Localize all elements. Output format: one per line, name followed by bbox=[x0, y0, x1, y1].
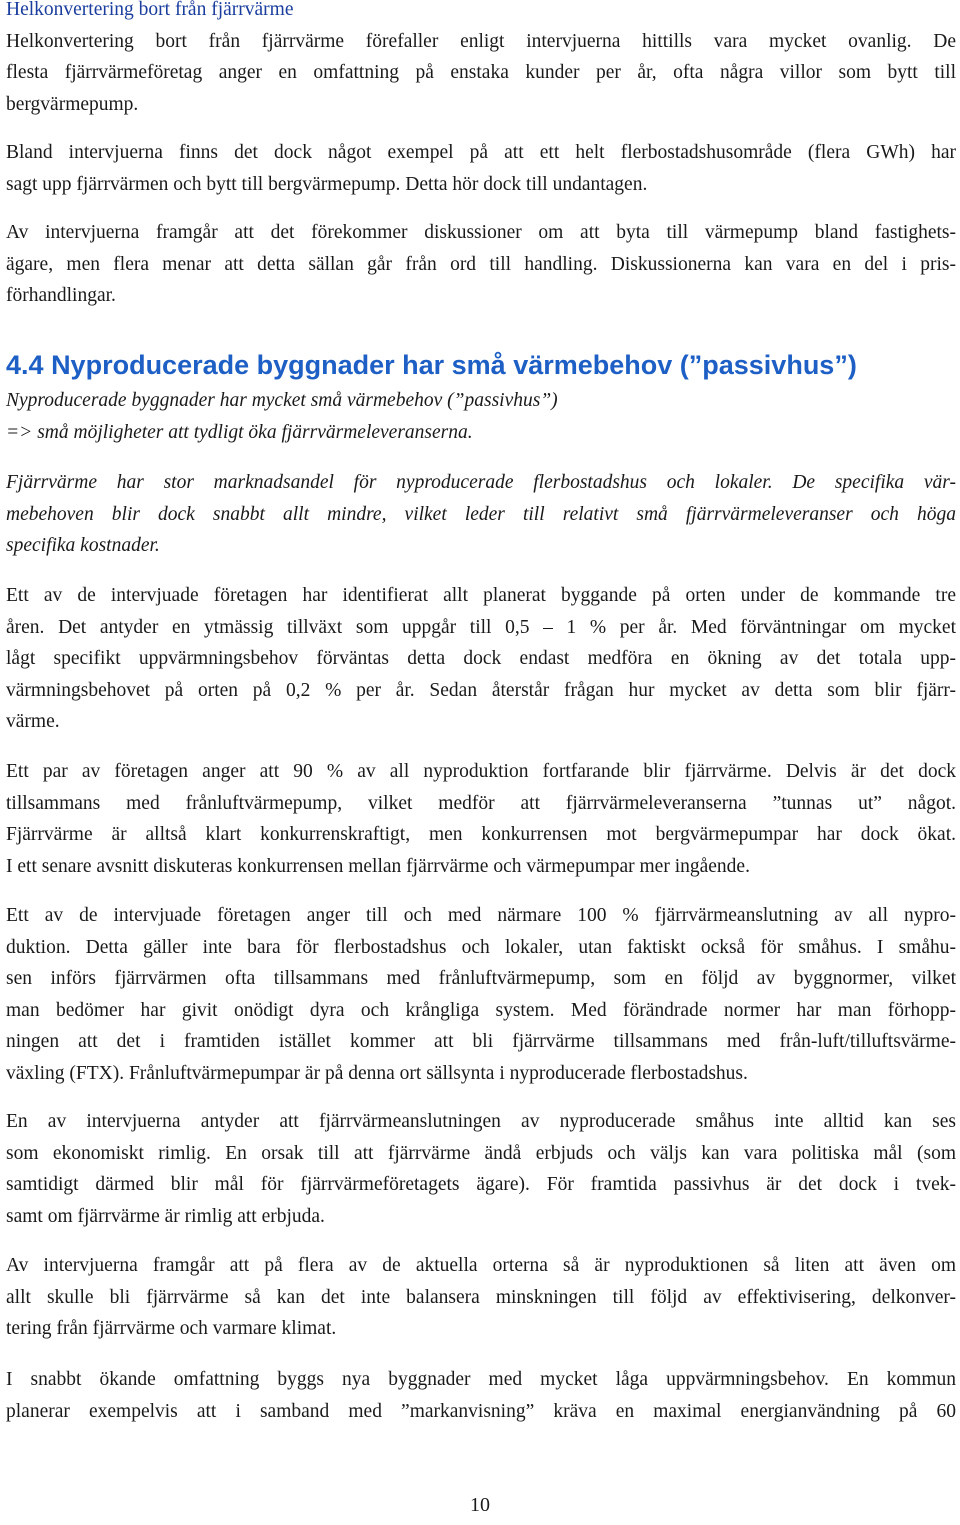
text-line: Ett par av företagen anger att 90 % av all nyproduktion fortfarande blir fjärrvärme. Delvis är det dock bbox=[6, 761, 956, 782]
text-line: sagt upp fjärrvärmen och bytt till bergvärmepump. Detta hör dock till undantagen. bbox=[6, 173, 648, 195]
section-heading bbox=[6, 347, 857, 383]
text-line: Fjärrvärme är alltså klart konkurrenskraftigt, men konkurrensen mot bergvärmepumpar har dock ökat. bbox=[6, 824, 956, 845]
paragraph-flerbostadshusomrade bbox=[6, 137, 956, 200]
paragraph-smahus bbox=[6, 1106, 956, 1232]
text-line: som ekonomiskt rimlig. En orsak till att fjärrvärme ändå erbjuds och väljs kan vara politiska mål (som bbox=[6, 1142, 956, 1164]
text-line: Bland intervjuerna finns det dock något exempel på att ett helt flerbostadshusområde (flera GWh) har bbox=[6, 142, 956, 163]
paragraph-helkonvertering bbox=[6, 0, 956, 120]
text-line: tillsammans med frånluftvärmepump, vilket medför att fjärrvärmeleveranserna ”tunnas ut” något. bbox=[6, 792, 956, 814]
text-line: värmningsbehovet på orten på 0,2 % per år. Sedan återstår frågan hur mycket av detta som blir fjärr- bbox=[6, 679, 956, 701]
text-line: Fjärrvärme har stor marknadsandel för nyproducerade flerbostadshus och lokaler. De specifika vär- bbox=[6, 472, 956, 493]
text-line: växling (FTX). Frånluftvärmepumpar är på denna ort sällsynta i nyproducerade flerbostadshus. bbox=[6, 1062, 748, 1084]
section-number: 4.4 bbox=[6, 350, 44, 380]
text-line: Av intervjuerna framgår att det förekommer diskussioner om att byta till värmepump bland fastighets- bbox=[6, 222, 956, 243]
text-line: => små möjligheter att tydligt öka fjärrvärmeleveranserna. bbox=[6, 421, 473, 443]
text-line: flesta fjärrvärmeföretag anger en omfattning på enstaka kunder per år, ofta några villor som bytt till bbox=[6, 62, 956, 83]
text-line: bergvärmepump. bbox=[6, 93, 139, 115]
section-summary bbox=[6, 385, 956, 448]
text-line: lågt specifikt uppvärmningsbehov förväntas detta dock endast medföra en ökning av det totala upp- bbox=[6, 648, 956, 669]
text-line: duktion. Detta gäller inte bara för flerbostadshus och lokaler, utan faktiskt också för småhus. I småhu- bbox=[6, 936, 956, 958]
text-line: sen införs fjärrvärmen ofta tillsammans med frånluftvärmepump, som en följd av byggnormer, vilket bbox=[6, 968, 956, 989]
paragraph-byggande bbox=[6, 580, 956, 738]
text-line: värme. bbox=[6, 711, 60, 732]
paragraph-diskussioner bbox=[6, 217, 956, 312]
text-line: Ett av de intervjuade företagen har identifierat allt planerat byggande på orten under de kommande tre bbox=[6, 585, 956, 606]
paragraph-nyproduktion bbox=[6, 756, 956, 882]
paragraph-fjarrvarmeanslutning bbox=[6, 900, 956, 1089]
text-line: samt om fjärrvärme är rimlig att erbjuda. bbox=[6, 1205, 325, 1227]
text-line: Av intervjuerna framgår att på flera av de aktuella orterna så är nyproduktionen så liten att även om bbox=[6, 1255, 956, 1276]
text-line: I snabbt ökande omfattning byggs nya byggnader med mycket låga uppvärmningsbehov. En kommun bbox=[6, 1369, 956, 1390]
text-line: I ett senare avsnitt diskuteras konkurrensen mellan fjärrvärme och värmepumpar mer ingående. bbox=[6, 855, 750, 877]
text-line: förhandlingar. bbox=[6, 285, 116, 306]
text-line: åren. Det antyder en ytmässig tillväxt som uppgår till 0,5 – 1 % per år. Med förväntningar om mycket bbox=[6, 616, 956, 638]
page-number: 10 bbox=[470, 1494, 490, 1516]
text-line: specifika kostnader. bbox=[6, 535, 160, 556]
text-line: man bedömer har givit onödigt dyra och krångliga system. Med förändrade normer har man förhopp- bbox=[6, 999, 956, 1021]
text-line: Helkonvertering bort från fjärrvärme förefaller enligt intervjuerna hittills vara mycket ovanlig. De bbox=[6, 30, 956, 52]
paragraph-nya-byggnader bbox=[6, 1364, 956, 1427]
text-line: En av intervjuerna antyder att fjärrvärmeanslutningen av nyproducerade småhus inte alltid kan ses bbox=[6, 1111, 956, 1132]
text-line: Nyproducerade byggnader har mycket små värmebehov (”passivhus”) bbox=[6, 390, 558, 411]
paragraph-marknadsandel bbox=[6, 467, 956, 562]
bookmark-link[interactable]: Helkonvertering bort från fjärrvärme bbox=[6, 0, 294, 20]
text-line: tering från fjärrvärme och varmare klimat. bbox=[6, 1318, 337, 1339]
text-line: allt skulle bli fjärrvärme så kan det inte balansera minskningen till följd av effektivisering, delkonver- bbox=[6, 1286, 956, 1308]
text-line: planerar exempelvis att i samband med ”markanvisning” kräva en maximal energianvändning på 60 bbox=[6, 1400, 956, 1422]
paragraph-orterna bbox=[6, 1250, 956, 1345]
section-title: Nyproducerade byggnader har små värmebehov (”passivhus”) bbox=[51, 350, 857, 380]
text-line: ägare, men flera menar att detta sällan går från ord till handling. Diskussionerna kan vara en del i pris- bbox=[6, 253, 956, 275]
text-line: samtidigt därmed blir mål för fjärrvärmeföretagets ägare). För framtida passivhus är det dock i tvek- bbox=[6, 1174, 956, 1195]
text-line: Ett av de intervjuade företagen anger till och med närmare 100 % fjärrvärmeanslutning av all nypro- bbox=[6, 905, 956, 926]
text-line: ningen att det i framtiden istället kommer att bli fjärrvärme tillsammans med från-luft/tilluftsvärme- bbox=[6, 1031, 956, 1052]
text-line: mebehoven blir dock snabbt allt mindre, vilket leder till relativt små fjärrvärmeleveranser och höga bbox=[6, 503, 956, 525]
